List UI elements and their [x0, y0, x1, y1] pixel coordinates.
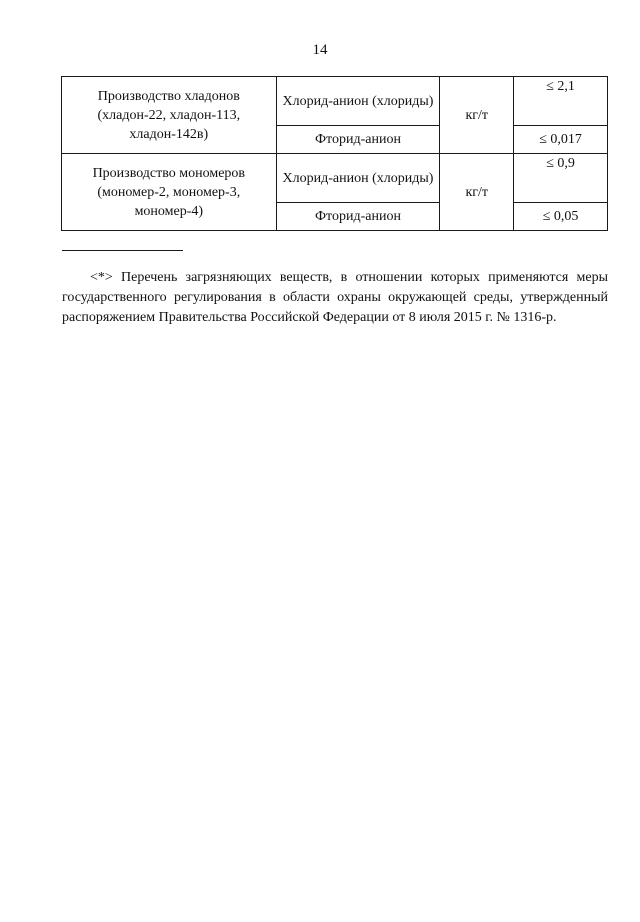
footnote-text: <*> Перечень загрязняющих веществ, в отношении которых применяются меры государственного регулирования в области охраны окружающей среды, утвержденный распоряжением Правительства Российской Федерации от 8 июля 2015 г. № 1316-р.	[62, 270, 608, 325]
unit-cell: кг/т	[440, 77, 514, 154]
substance-cell: Хлорид-анион (хлориды)	[276, 77, 440, 126]
unit-cell: кг/т	[440, 154, 514, 231]
substance-cell: Фторид-анион	[276, 126, 440, 154]
footnote-separator	[62, 250, 183, 251]
activity-cell: Производство хладонов (хладон-22, хладон-113, хладон-142в)	[62, 77, 277, 154]
value-cell: ≤ 0,05	[514, 203, 608, 231]
value-cell: ≤ 0,017	[514, 126, 608, 154]
page-number: 14	[312, 42, 328, 58]
table-row	[62, 154, 608, 203]
emission-norms-table	[61, 76, 608, 231]
table-row	[62, 77, 608, 126]
substance-cell: Фторид-анион	[276, 203, 440, 231]
value-cell: ≤ 2,1	[514, 77, 608, 126]
substance-cell: Хлорид-анион (хлориды)	[276, 154, 440, 203]
value-cell: ≤ 0,9	[514, 154, 608, 203]
activity-cell: Производство мономеров (мономер-2, мономер-3, мономер-4)	[62, 154, 277, 231]
